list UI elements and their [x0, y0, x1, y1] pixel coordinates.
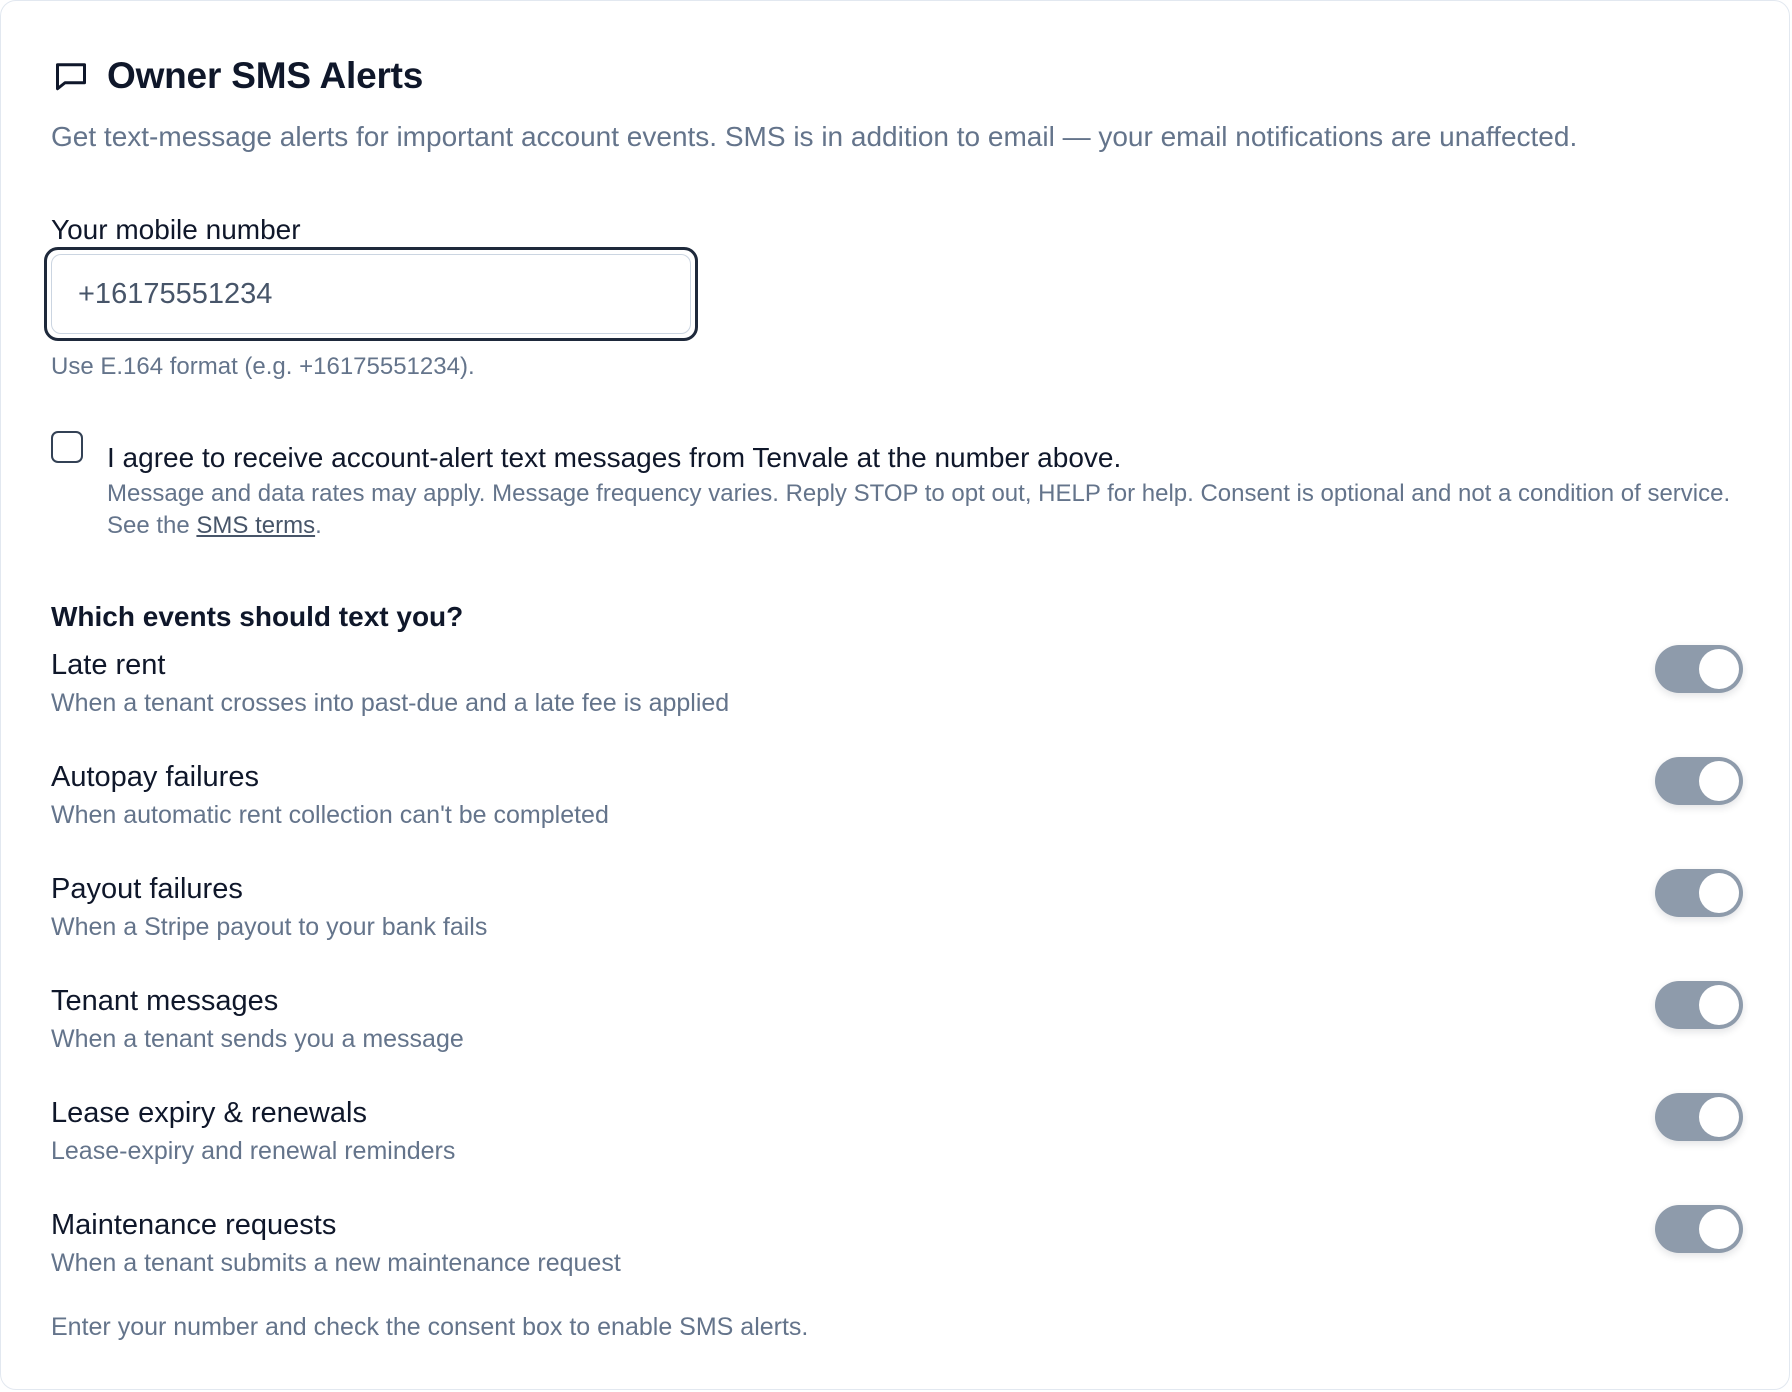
consent-label[interactable]: I agree to receive account-alert text messages from Tenvale at the number above.: [107, 442, 1122, 473]
phone-label: Your mobile number: [51, 214, 301, 245]
consent-fine-print: [107, 478, 1747, 542]
event-description: When a tenant sends you a message: [51, 1025, 464, 1053]
event-row-late-rent: [51, 649, 1743, 739]
event-title: Maintenance requests: [51, 1209, 337, 1241]
consent-checkbox[interactable]: [51, 431, 83, 463]
toggle-knob: [1699, 761, 1739, 801]
event-row-tenant-messages: [51, 985, 1743, 1075]
consent-fine-print-text: Message and data rates may apply. Message frequency varies. Reply STOP to opt out, HELP for help. Consent is optional and not a condition of service. See the: [107, 480, 1731, 539]
toggle-knob: [1699, 649, 1739, 689]
event-description: When a tenant submits a new maintenance request: [51, 1249, 621, 1277]
toggle-tenant-messages[interactable]: [1655, 981, 1743, 1029]
event-title: Late rent: [51, 649, 166, 681]
page-subtitle: Get text-message alerts for important account events. SMS is in addition to email — your email notifications are unaffected.: [51, 121, 1578, 152]
toggle-knob: [1699, 1097, 1739, 1137]
toggle-maintenance-requests[interactable]: [1655, 1205, 1743, 1253]
card-header: [51, 55, 423, 97]
toggle-knob: [1699, 1209, 1739, 1249]
event-title: Tenant messages: [51, 985, 279, 1017]
events-heading: Which events should text you?: [51, 601, 464, 632]
message-square-icon: [51, 56, 91, 96]
phone-input[interactable]: [51, 254, 691, 334]
sms-terms-link[interactable]: SMS terms: [196, 512, 316, 539]
event-row-payout-failures: [51, 873, 1743, 963]
toggle-knob: [1699, 873, 1739, 913]
event-row-maintenance-requests: [51, 1209, 1743, 1299]
event-row-autopay-failures: [51, 761, 1743, 851]
event-description: When a tenant crosses into past-due and a late fee is applied: [51, 689, 730, 717]
event-description: When a Stripe payout to your bank fails: [51, 913, 488, 941]
toggle-autopay-failures[interactable]: [1655, 757, 1743, 805]
event-title: Lease expiry & renewals: [51, 1097, 367, 1129]
toggle-payout-failures[interactable]: [1655, 869, 1743, 917]
phone-helper-text: Use E.164 format (e.g. +16175551234).: [51, 353, 475, 380]
event-description: When automatic rent collection can't be completed: [51, 801, 609, 829]
toggle-lease-expiry[interactable]: [1655, 1093, 1743, 1141]
page-title: Owner SMS Alerts: [107, 55, 424, 96]
event-description: Lease-expiry and renewal reminders: [51, 1137, 456, 1165]
consent-period: .: [315, 512, 322, 539]
footer-note: Enter your number and check the consent box to enable SMS alerts.: [51, 1313, 809, 1341]
event-title: Autopay failures: [51, 761, 259, 793]
toggle-knob: [1699, 985, 1739, 1025]
toggle-late-rent[interactable]: [1655, 645, 1743, 693]
event-row-lease-expiry: [51, 1097, 1743, 1187]
event-title: Payout failures: [51, 873, 243, 905]
